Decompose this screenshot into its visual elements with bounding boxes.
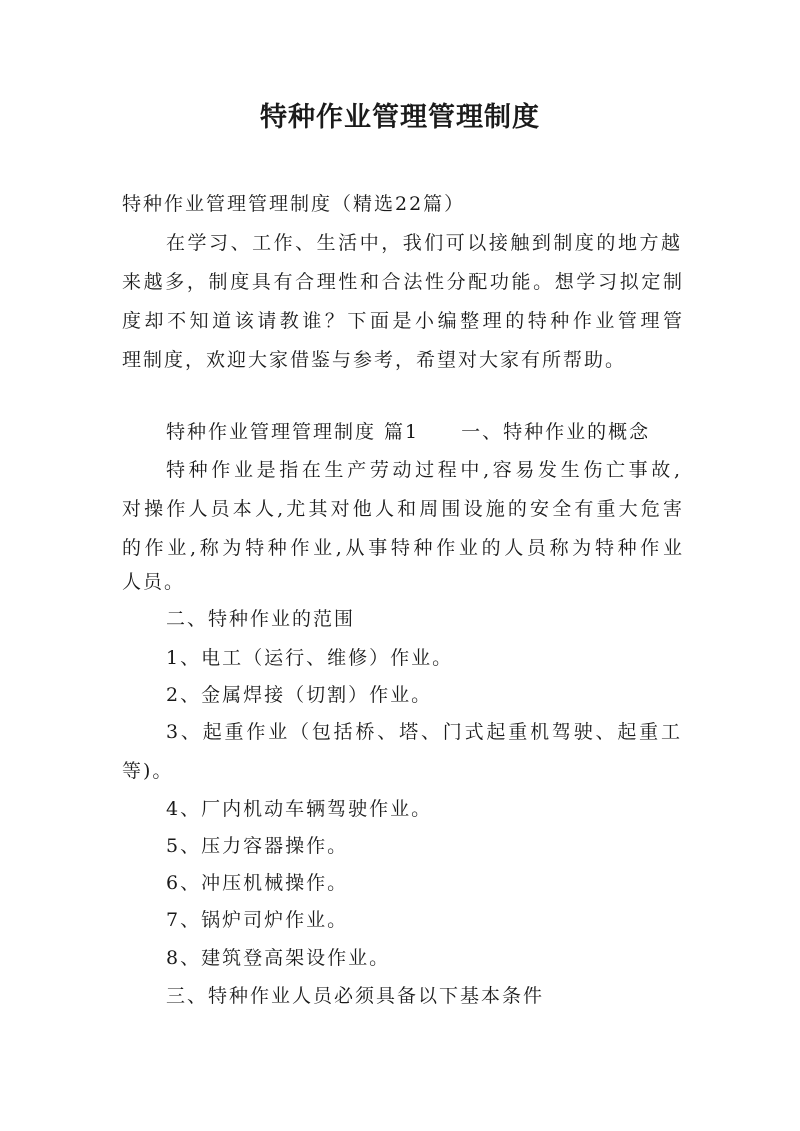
range-heading: 二、特种作业的范围 (166, 608, 356, 630)
list-item-3-cont: 等)。 (122, 760, 174, 782)
body-line-2: 对操作人员本人,尤其对他人和周围设施的安全有重大危害 (122, 498, 682, 520)
list-item-3: 3、起重作业（包括桥、塔、门式起重机驾驶、起重工 (166, 721, 680, 743)
list-item-5: 5、压力容器操作。 (166, 835, 349, 857)
list-item-1: 1、电工（运行、维修）作业。 (166, 647, 454, 669)
intro-line-3: 度却不知道该请教谁？下面是小编整理的特种作业管理管 (122, 310, 682, 332)
conditions-heading: 三、特种作业人员必须具备以下基本条件 (166, 985, 545, 1007)
document-title: 特种作业管理管理制度 (260, 102, 540, 133)
body-line-3: 的作业,称为特种作业,从事特种作业的人员称为特种作业 (122, 537, 682, 559)
intro-line-2: 来越多，制度具有合理性和合法性分配功能。想学习拟定制 (122, 271, 682, 293)
list-item-6: 6、冲压机械操作。 (166, 872, 349, 894)
subtitle-line: 特种作业管理管理制度（精选22篇） (122, 193, 466, 215)
list-item-7: 7、锅炉司炉作业。 (166, 909, 349, 931)
body-line-4: 人员。 (122, 571, 186, 593)
section-heading-1: 特种作业管理管理制度 篇1 一、特种作业的概念 (166, 421, 651, 443)
body-line-1: 特种作业是指在生产劳动过程中,容易发生伤亡事故, (166, 459, 680, 481)
intro-line-1: 在学习、工作、生活中，我们可以接触到制度的地方越 (166, 232, 680, 254)
list-item-2: 2、金属焊接（切割）作业。 (166, 684, 433, 706)
list-item-4: 4、厂内机动车辆驾驶作业。 (166, 798, 433, 820)
list-item-8: 8、建筑登高架设作业。 (166, 947, 391, 969)
intro-line-4: 理制度，欢迎大家借鉴与参考，希望对大家有所帮助。 (122, 349, 627, 371)
